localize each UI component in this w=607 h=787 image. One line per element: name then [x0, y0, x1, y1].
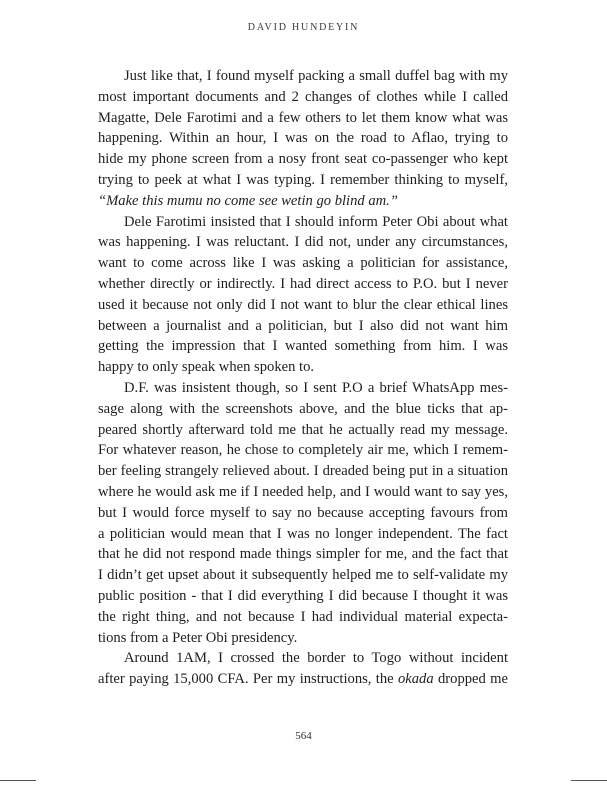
page-number: 564	[295, 730, 312, 742]
paragraph-3	[98, 378, 508, 648]
text-line: but I would force myself to say no because accepting favours from	[98, 504, 508, 521]
pidgin-quote: “Make this mumu no come see wetin go blind am.”	[98, 192, 398, 209]
paragraph-4	[98, 648, 508, 690]
text-line: ber feeling strangely relieved about. I dreaded being put in a situation	[98, 463, 508, 480]
crop-mark-right	[571, 780, 607, 781]
paragraph-1	[98, 66, 508, 212]
text-fragment: dropped me	[433, 671, 508, 688]
text-line: D.F. was insistent though, so I sent P.O a brief WhatsApp mes-	[124, 379, 508, 396]
text-line: most important documents and 2 changes of clothes while I called	[98, 88, 508, 105]
text-line: Magatte, Dele Farotimi and a few others to let them know what was	[98, 109, 508, 126]
text-line: I didn’t get upset about it subsequently helped me to self-validate my	[98, 567, 508, 584]
text-line: happening. Within an hour, I was on the road to Aflao, trying to	[98, 130, 508, 147]
text-line: that he did not respond made things simpler for me, and the fact that	[98, 546, 508, 563]
text-line: hide my phone screen from a nosy front seat co-passenger who kept	[98, 151, 508, 168]
paragraph-2	[98, 212, 508, 378]
text-line: was happening. I was reluctant. I did not, under any circumstances,	[98, 234, 508, 251]
text-line: happy to only speak when spoken to.	[98, 359, 315, 376]
running-head: DAVID HUNDEYIN	[247, 22, 360, 33]
text-line: trying to peek at what I was typing. I remember thinking to myself,	[98, 171, 508, 188]
text-line: getting the impression that I wanted something from him. I was	[98, 338, 508, 355]
text-line: where he would ask me if I needed help, and I would want to say yes,	[98, 483, 508, 500]
text-line: whether directly or indirectly. I had direct access to P.O. but I never	[98, 275, 508, 292]
text-line: For whatever reason, he chose to completely air me, which I remem-	[98, 442, 508, 459]
text-line: tions from a Peter Obi presidency.	[98, 629, 298, 646]
text-line: the right thing, and not because I had individual material expecta-	[98, 608, 508, 625]
text-line	[98, 191, 508, 212]
text-line: sage along with the screenshots above, and the blue ticks that ap-	[98, 400, 508, 417]
text-line	[98, 669, 508, 690]
body-text	[98, 66, 508, 690]
text-line: used it because not only did I not want to blur the clear ethical lines	[98, 296, 508, 313]
text-line: public position - that I did everything I did because I thought it was	[98, 587, 508, 604]
text-line: Around 1AM, I crossed the border to Togo without incident	[124, 650, 508, 667]
okada-term: okada	[397, 671, 434, 688]
crop-mark-left	[0, 780, 36, 781]
text-line: Dele Farotimi insisted that I should inform Peter Obi about what	[124, 213, 508, 230]
text-line: want to come across like I was asking a politician for assistance,	[98, 255, 508, 272]
text-line: Just like that, I found myself packing a small duffel bag with my	[124, 68, 508, 84]
text-line: peared shortly afterward told me that he actually read my message.	[98, 421, 508, 438]
text-fragment: after paying 15,000 CFA. Per my instructions, the	[98, 671, 398, 688]
text-line: a politician would mean that I was no longer independent. The fact	[98, 525, 508, 542]
text-line: between a journalist and a politician, but I also did not want him	[98, 317, 508, 334]
